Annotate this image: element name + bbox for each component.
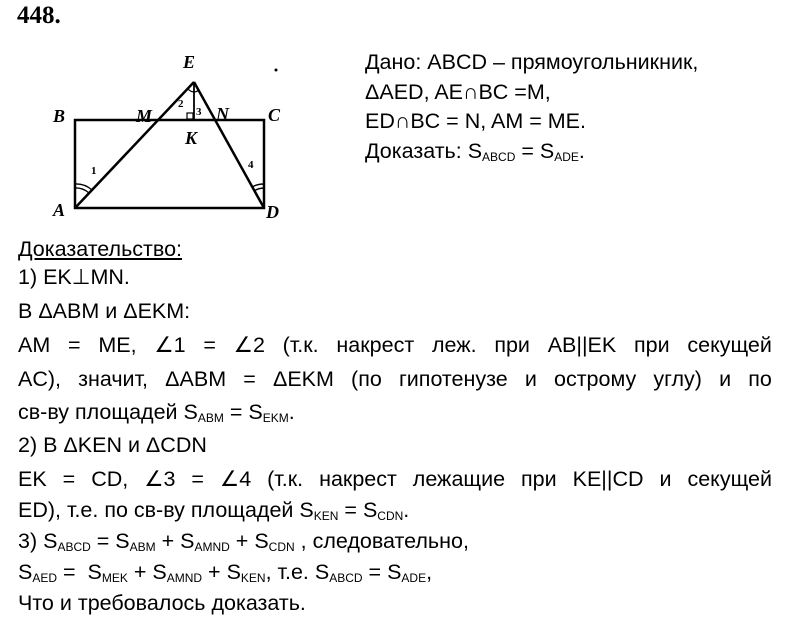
- sub-abcd: ABCD: [482, 150, 516, 164]
- s10-d: + S: [202, 560, 241, 584]
- proof-line-5-eq: = S: [223, 400, 263, 424]
- s9-sub-2: ABM: [129, 540, 156, 554]
- proof-line-8-end: .: [403, 498, 410, 522]
- label-c: C: [268, 105, 281, 125]
- word: AC),: [18, 367, 61, 391]
- word: при: [521, 467, 557, 491]
- s9-d: + S: [229, 529, 269, 553]
- s9-sub-4: CDN: [268, 540, 295, 554]
- s10-b: = S: [57, 560, 102, 584]
- word: гипотенузе: [398, 367, 508, 391]
- word: ME,: [98, 333, 137, 357]
- word: AM: [18, 333, 51, 357]
- word: углу): [653, 367, 702, 391]
- label-a: A: [53, 200, 66, 220]
- angle-label-4: 4: [248, 159, 254, 171]
- word: значит,: [78, 367, 149, 391]
- label-n: N: [216, 104, 229, 124]
- label-k: K: [185, 128, 198, 148]
- sub-abm: ABM: [197, 411, 224, 425]
- word: (т.к.: [282, 333, 319, 357]
- word: и: [719, 367, 732, 391]
- proof-step-3: [18, 527, 469, 555]
- given-line-2: ΔAED, AE∩BC =M,: [365, 80, 551, 104]
- angle-label-1: 1: [91, 165, 97, 177]
- label-b: B: [53, 106, 66, 126]
- s10-sub-6: ADE: [401, 571, 427, 585]
- proof-heading: Доказательство:: [18, 237, 183, 261]
- sub-ken: KEN: [313, 509, 339, 523]
- word: AB||EK: [547, 333, 617, 357]
- s9-e: , следовательно,: [294, 529, 469, 553]
- s9-sub-3: AMND: [194, 540, 230, 554]
- given-line-3: ED∩BC = N, AM = ME.: [365, 109, 586, 133]
- label-m: M: [136, 106, 153, 126]
- rectangle-abcd: [75, 120, 264, 208]
- word: ΔABM: [165, 367, 227, 391]
- given-line-1: Дано: ABCD – прямоугольникник,: [365, 50, 699, 74]
- s10-sub-5: ABCD: [329, 571, 363, 585]
- proof-line-5-end: .: [288, 400, 295, 424]
- stray-dot: [275, 69, 278, 72]
- sub-ade: ADE: [554, 150, 579, 164]
- angle-label-3: 3: [196, 106, 202, 118]
- word: лежащие: [412, 467, 506, 491]
- word: CD,: [91, 467, 129, 491]
- word: и: [524, 367, 537, 391]
- proof-line-7: [18, 465, 772, 493]
- proof-line-5-text: св-ву площадей S: [18, 400, 198, 424]
- proof-line-8-text: ED), т.е. по св-ву площадей S: [18, 498, 314, 522]
- word: =: [203, 333, 216, 357]
- proof-line-2: В ΔABM и ΔEKM:: [18, 299, 191, 323]
- right-angle-mark: [187, 113, 193, 119]
- proof-step-2: 2) В ΔKEN и ΔCDN: [18, 433, 207, 457]
- problem-number: 448.: [17, 2, 61, 29]
- word: ∠3: [144, 467, 176, 491]
- s10-sub-3: AMND: [166, 571, 203, 585]
- proof-line-8-eq: = S: [338, 498, 378, 522]
- word: ∠1: [154, 333, 186, 357]
- proof-line-8: [18, 496, 409, 524]
- word: при: [494, 333, 530, 357]
- angle-4-arc: [252, 184, 264, 187]
- given-prove-end: .: [578, 139, 585, 163]
- word: =: [68, 333, 81, 357]
- s10-sub-1: AED: [32, 571, 58, 585]
- word: при: [634, 333, 670, 357]
- figure-drawing: [40, 48, 300, 238]
- s10-sub-2: MEK: [101, 571, 128, 585]
- sub-cdn: CDN: [377, 509, 404, 523]
- word: и: [659, 467, 672, 491]
- s10-g: ,: [426, 560, 433, 584]
- s9-sub-1: ABCD: [57, 540, 91, 554]
- side-ae: [75, 82, 194, 208]
- given-line-4: [365, 137, 585, 165]
- proof-line-3: [18, 331, 772, 359]
- word: острому: [554, 367, 637, 391]
- word: KE||CD: [572, 467, 644, 491]
- word: =: [243, 367, 256, 391]
- proof-step-1: 1) EK⊥MN.: [18, 265, 130, 289]
- angle-1-arc-2: [75, 188, 89, 193]
- s9-a: 3) S: [18, 529, 58, 553]
- word: накрест: [319, 467, 397, 491]
- side-ed: [194, 82, 264, 208]
- proof-conclusion: Что и требовалось доказать.: [18, 591, 306, 615]
- label-d: D: [266, 202, 279, 222]
- word: по: [748, 367, 772, 391]
- word: ∠2: [233, 333, 265, 357]
- given-prove-text-2: = S: [515, 139, 555, 163]
- sub-ekm: EKM: [262, 411, 289, 425]
- word: (т.к.: [267, 467, 304, 491]
- word: леж.: [431, 333, 477, 357]
- word: накрест: [336, 333, 415, 357]
- s9-b: = S: [90, 529, 130, 553]
- word: =: [191, 467, 204, 491]
- geometry-figure: [40, 48, 300, 243]
- proof-line-10: [18, 558, 432, 586]
- s10-c: + S: [127, 560, 167, 584]
- proof-line-5: [18, 398, 295, 426]
- word: секущей: [687, 467, 772, 491]
- angle-4-arc-2: [254, 188, 264, 191]
- s10-f: = S: [362, 560, 402, 584]
- given-prove-text: Доказать: S: [365, 139, 483, 163]
- label-e: E: [183, 52, 196, 72]
- s10-sub-4: KEN: [240, 571, 266, 585]
- s9-c: + S: [155, 529, 195, 553]
- word: ∠4: [219, 467, 252, 491]
- word: EK: [18, 467, 47, 491]
- word: =: [62, 467, 76, 491]
- word: (по: [351, 367, 382, 391]
- angle-label-2: 2: [178, 98, 184, 110]
- word: секущей: [687, 333, 772, 357]
- s10-e: , т.е. S: [265, 560, 330, 584]
- proof-line-4: [18, 365, 772, 393]
- word: ΔEKM: [272, 367, 334, 391]
- s10-a: S: [18, 560, 33, 584]
